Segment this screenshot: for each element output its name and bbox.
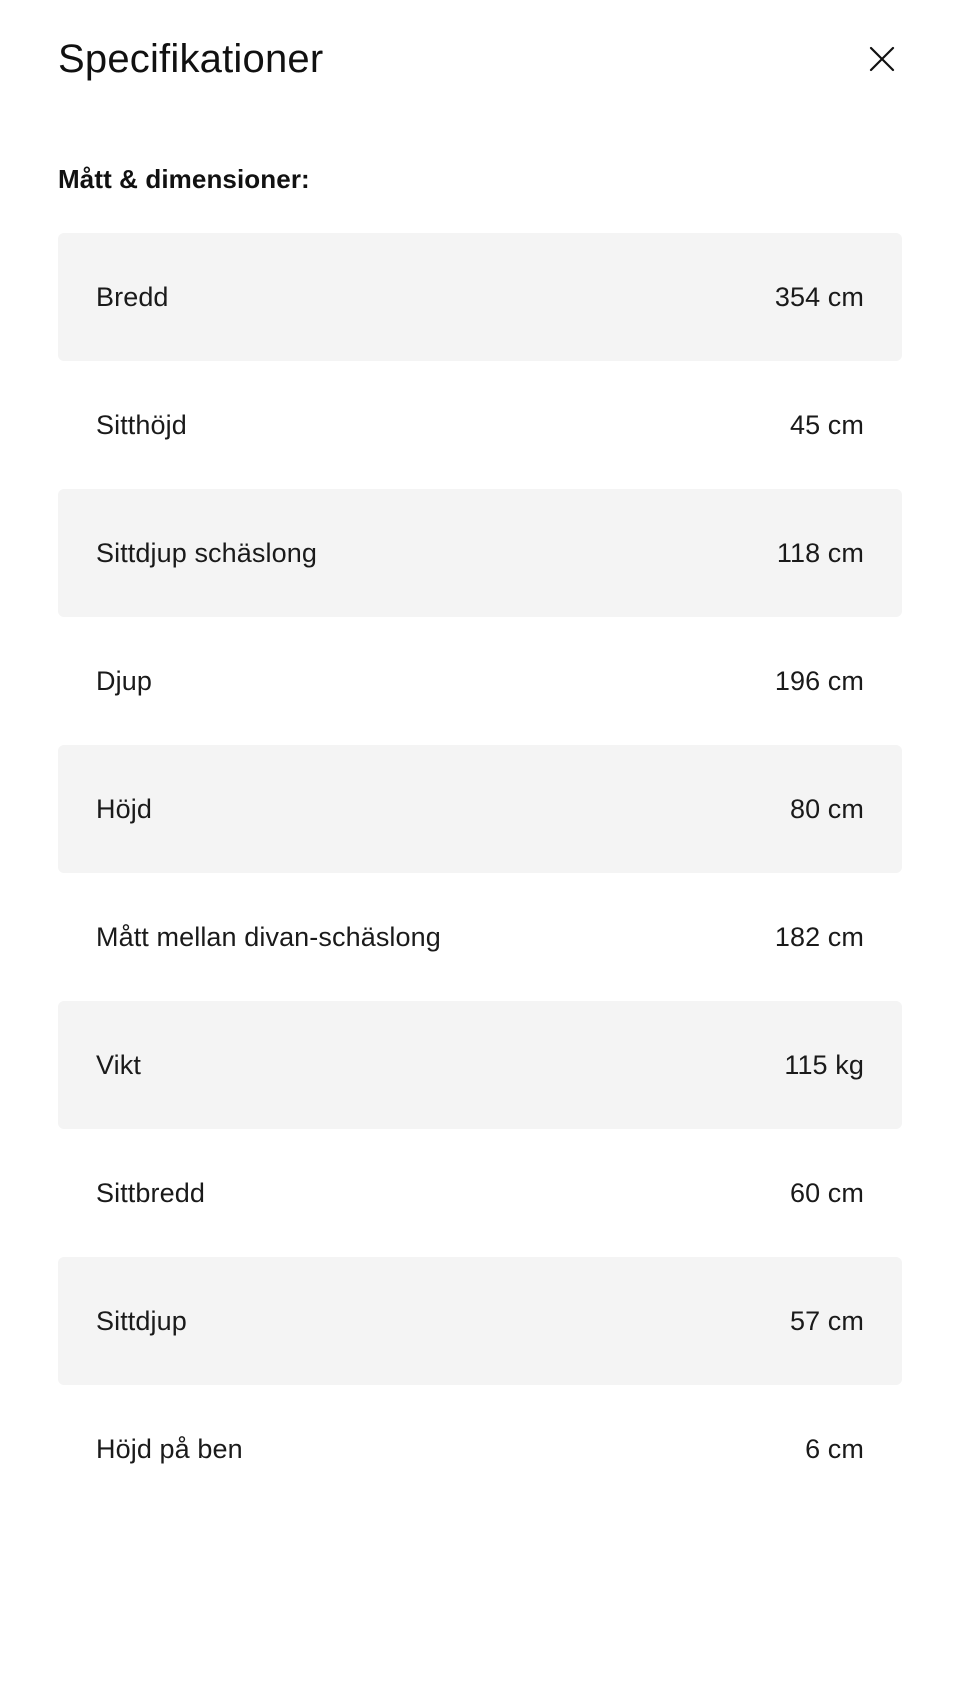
- close-icon: [867, 44, 897, 74]
- spec-value: 196 cm: [774, 665, 864, 696]
- spec-value: 118 cm: [776, 537, 864, 568]
- table-row: [58, 617, 902, 745]
- spec-value: 45 cm: [789, 409, 864, 440]
- spec-label: Sittdjup: [96, 1305, 187, 1336]
- spec-label: Sittdjup schäslong: [96, 537, 317, 568]
- spec-label: Djup: [96, 665, 152, 696]
- section-heading: Mått & dimensioner:: [58, 164, 310, 194]
- specifications-table: [58, 233, 902, 1513]
- spec-value: 115 kg: [784, 1049, 864, 1080]
- spec-label: Höjd på ben: [96, 1433, 243, 1464]
- table-row: [58, 1001, 902, 1129]
- table-row: [58, 873, 902, 1001]
- page-title: Specifikationer: [58, 37, 324, 81]
- table-row: [58, 361, 902, 489]
- table-row: [58, 1385, 902, 1513]
- spec-label: Sittbredd: [96, 1177, 205, 1208]
- close-button[interactable]: [858, 35, 906, 83]
- spec-value: 60 cm: [789, 1177, 864, 1208]
- table-row: [58, 745, 902, 873]
- table-row: [58, 489, 902, 617]
- table-row: [58, 1257, 902, 1385]
- spec-value: 57 cm: [789, 1305, 864, 1336]
- spec-label: Bredd: [96, 281, 169, 312]
- spec-label: Höjd: [96, 793, 152, 824]
- spec-label: Mått mellan divan-schäslong: [96, 921, 441, 952]
- table-row: [58, 233, 902, 361]
- spec-value: 182 cm: [774, 921, 864, 952]
- spec-value: 354 cm: [774, 281, 864, 312]
- spec-value: 80 cm: [789, 793, 864, 824]
- modal-header: [58, 0, 902, 88]
- spec-value: 6 cm: [805, 1433, 864, 1464]
- table-row: [58, 1129, 902, 1257]
- spec-label: Sitthöjd: [96, 409, 187, 440]
- spec-label: Vikt: [96, 1049, 141, 1080]
